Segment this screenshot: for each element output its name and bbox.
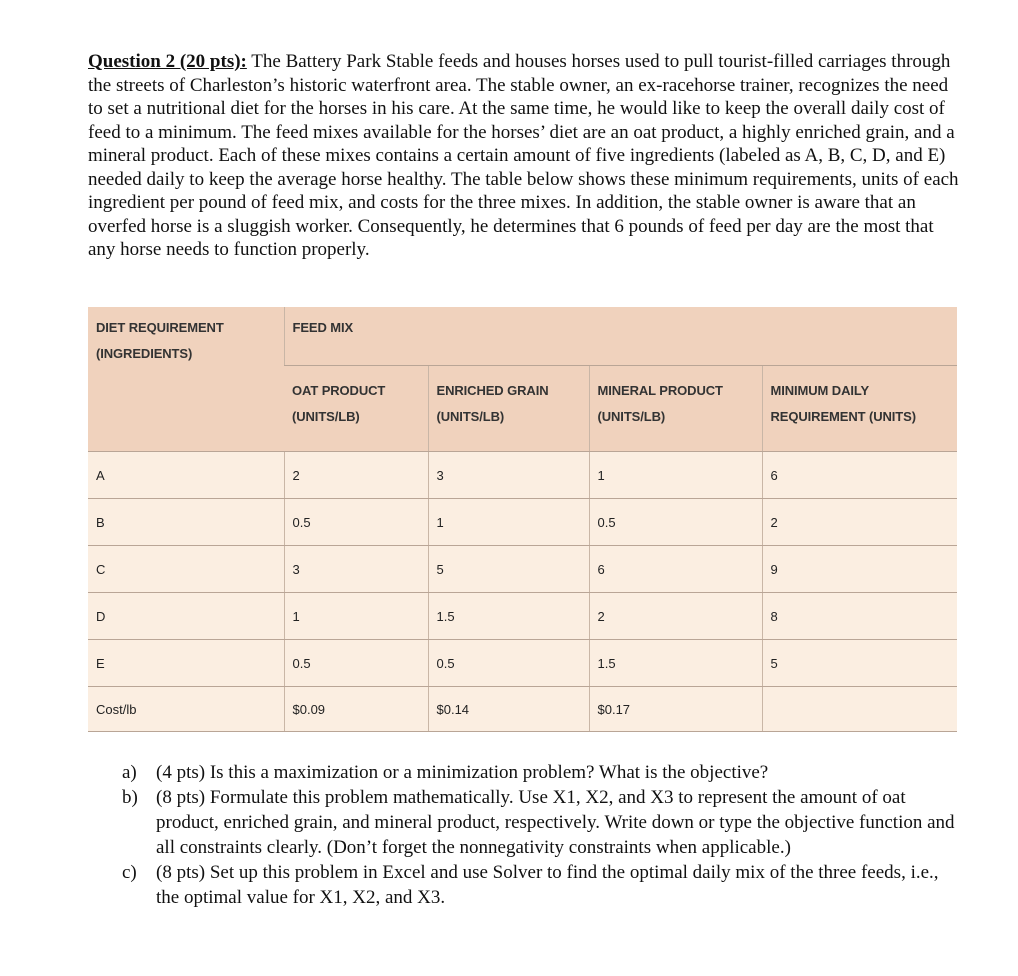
question-part <box>122 760 962 785</box>
question-parts-list <box>122 760 962 910</box>
table-row <box>88 593 957 640</box>
diet-requirement-header <box>88 307 284 452</box>
table-cell: $0.09 <box>284 687 428 732</box>
question-text: The Battery Park Stable feeds and houses horses used to pull tourist-filled carriages through the streets of Charleston’s historic waterfront area. The stable owner, an ex-racehorse trainer, recognizes the need to set a nutritional diet for the horses in his care. At the same time, he would like to keep the overall daily cost of feed to a minimum. The feed mixes available for the horses’ diet are an oat product, a highly enriched grain, and a mineral product. Each of these mixes contains a certain amount of five ingredients (labeled as A, B, C, D, and E) needed daily to keep the average horse healthy. The table below shows these minimum requirements, units of each ingredient per pound of feed mix, and costs for the three mixes. In addition, the stable owner is aware that an overfed horse is a sluggish worker. Consequently, he determines that 6 pounds of feed per day are the most that any horse needs to function properly. <box>88 51 959 260</box>
column-header-oat <box>284 366 428 452</box>
table-cell: 0.5 <box>284 640 428 687</box>
cost-row <box>88 687 957 732</box>
table-cell: 3 <box>284 546 428 593</box>
table-cell: 6 <box>589 546 762 593</box>
part-label: c) <box>122 862 137 883</box>
table-cell: 2 <box>589 593 762 640</box>
column-header-line2: REQUIREMENT (UNITS) <box>770 409 916 424</box>
question-paragraph <box>88 50 960 262</box>
table-cell: 3 <box>428 452 589 499</box>
column-header-line1: MINERAL PRODUCT <box>597 383 723 398</box>
table-row <box>88 452 957 499</box>
table-cell: 5 <box>762 640 957 687</box>
table-cell: 5 <box>428 546 589 593</box>
row-label: Cost/lb <box>88 687 284 732</box>
column-header-line2: (UNITS/LB) <box>436 409 505 424</box>
table-cell: 1 <box>589 452 762 499</box>
table-row <box>88 546 957 593</box>
table-cell: 8 <box>762 593 957 640</box>
part-label: a) <box>122 762 137 783</box>
question-label: Question 2 (20 pts): <box>88 51 247 72</box>
question-part <box>122 785 962 860</box>
part-text: (4 pts) Is this a maximization or a minimization problem? What is the objective? <box>156 762 769 783</box>
table-cell: 0.5 <box>284 499 428 546</box>
column-header-line1: ENRICHED GRAIN <box>436 383 549 398</box>
table-cell: 1 <box>428 499 589 546</box>
row-label: C <box>88 546 284 593</box>
table-cell: 1.5 <box>589 640 762 687</box>
table-cell: 6 <box>762 452 957 499</box>
table-cell: 2 <box>762 499 957 546</box>
table-cell <box>762 687 957 732</box>
part-text: (8 pts) Formulate this problem mathematically. Use X1, X2, and X3 to represent the amount of oat product, enriched grain, and mineral product, respectively. Write down or type the objective function and all constraints clearly. (Don’t forget the nonnegativity constraints when applicable.) <box>156 787 955 858</box>
feed-mix-table <box>88 307 957 732</box>
column-header-line2: (UNITS/LB) <box>292 409 360 424</box>
column-header-line1: OAT PRODUCT <box>292 383 386 398</box>
column-header-minimum <box>762 366 957 452</box>
part-label: b) <box>122 787 138 808</box>
table-cell: $0.14 <box>428 687 589 732</box>
part-text: (8 pts) Set up this problem in Excel and use Solver to find the optimal daily mix of the three feeds, i.e., the optimal value for X1, X2, and X3. <box>156 862 939 908</box>
column-header-line2: (UNITS/LB) <box>597 409 666 424</box>
diet-header-line1: DIET REQUIREMENT <box>96 320 224 335</box>
table-cell: 1.5 <box>428 593 589 640</box>
table-cell: $0.17 <box>589 687 762 732</box>
column-header-mineral <box>589 366 762 452</box>
column-header-grain <box>428 366 589 452</box>
row-label: E <box>88 640 284 687</box>
table-cell: 9 <box>762 546 957 593</box>
table-cell: 0.5 <box>428 640 589 687</box>
row-label: D <box>88 593 284 640</box>
question-part <box>122 860 962 910</box>
feed-mix-header: FEED MIX <box>284 307 957 366</box>
table-row <box>88 640 957 687</box>
diet-header-line2: (INGREDIENTS) <box>96 346 193 361</box>
table-header-row <box>88 307 957 366</box>
table-cell: 1 <box>284 593 428 640</box>
table-cell: 2 <box>284 452 428 499</box>
table-row <box>88 499 957 546</box>
row-label: B <box>88 499 284 546</box>
column-header-line1: MINIMUM DAILY <box>770 383 870 398</box>
row-label: A <box>88 452 284 499</box>
table-cell: 0.5 <box>589 499 762 546</box>
